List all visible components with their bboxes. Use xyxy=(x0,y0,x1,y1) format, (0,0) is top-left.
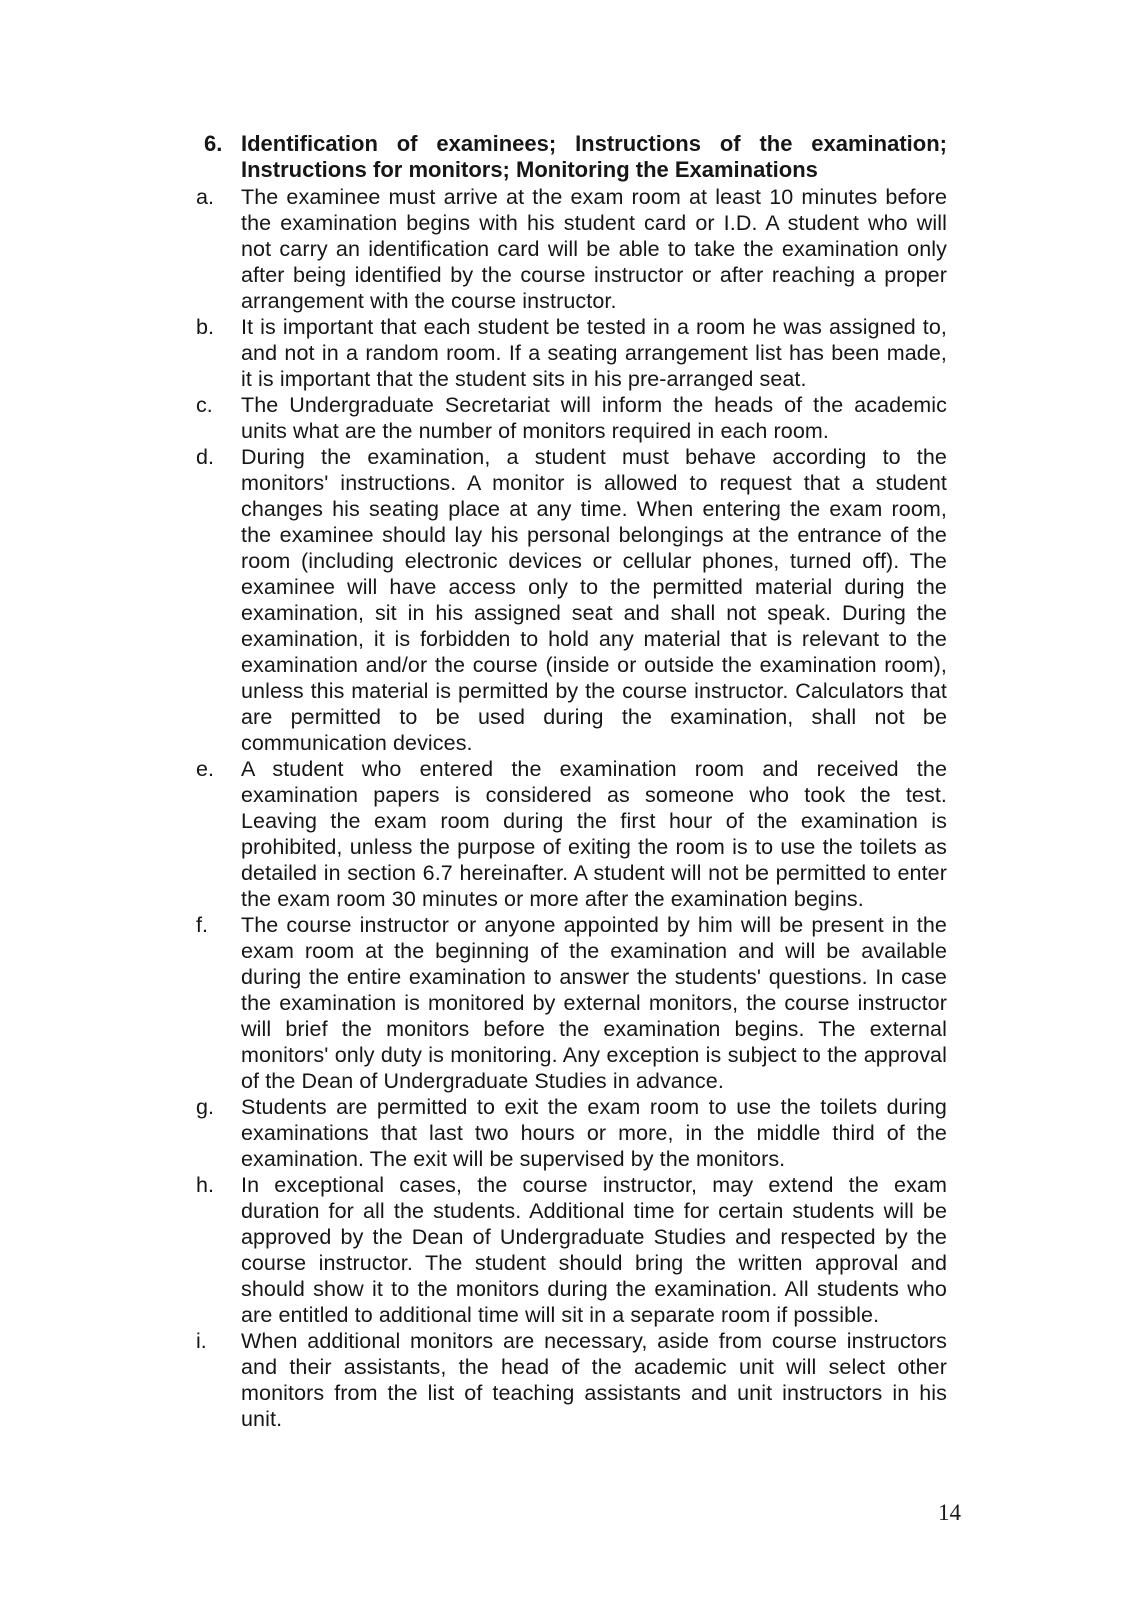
list-item-label: c. xyxy=(196,393,213,417)
list-item-text: The course instructor or anyone appointed by him will be present in the exam room at the beginning of the examination and will be available during the entire examination to answer the students' questions. In case the examination is monitored by external monitors, the course instructor will brief the monitors before the examination begins. The external monitors' only duty is monitoring. Any exception is subject to the approval of the Dean of Undergraduate Studies in advance. xyxy=(241,913,947,1093)
list-item-h xyxy=(196,1172,947,1328)
list-item-i xyxy=(196,1328,947,1432)
list-item-text: When additional monitors are necessary, aside from course instructors and their assistants, the head of the academic unit will select other monitors from the list of teaching assistants and unit instructors in his unit. xyxy=(241,1329,947,1431)
section-number: 6. xyxy=(204,131,223,156)
list-item-label: i. xyxy=(196,1329,207,1353)
page-number: 14 xyxy=(938,1500,961,1525)
list-item-e xyxy=(196,756,947,912)
list-item-text: A student who entered the examination room and received the examination papers is considered as someone who took the test. Leaving the exam room during the first hour of the examination is prohibited, unless the purpose of exiting the room is to use the toilets as detailed in section 6.7 hereinafter. A student will not be permitted to enter the exam room 30 minutes or more after the examination begins. xyxy=(241,757,947,911)
list-item-text: During the examination, a student must behave according to the monitors' instructions. A monitor is allowed to request that a student changes his seating place at any time. When entering the exam room, the examinee should lay his personal belongings at the entrance of the room (including electronic devices or cellular phones, turned off). The examinee will have access only to the permitted material during the examination, sit in his assigned seat and shall not speak. During the examination, it is forbidden to hold any material that is relevant to the examination and/or the course (inside or outside the examination room), unless this material is permitted by the course instructor. Calculators that are permitted to be used during the examination, shall not be communication devices. xyxy=(241,445,947,755)
list-item-g xyxy=(196,1094,947,1172)
document-body xyxy=(196,131,947,1432)
list-item-f xyxy=(196,912,947,1094)
list-item-label: b. xyxy=(196,315,214,339)
list-item-label: d. xyxy=(196,445,214,469)
list-item-text: The Undergraduate Secretariat will inform the heads of the academic units what are the number of monitors required in each room. xyxy=(241,393,947,443)
section-title: Identification of examinees; Instructions of the examination; Instructions for monitors; Monitoring the Examinations xyxy=(241,131,947,182)
list-item-text: Students are permitted to exit the exam room to use the toilets during examinations that last two hours or more, in the middle third of the examination. The exit will be supervised by the monitors. xyxy=(241,1095,947,1171)
list-item-label: g. xyxy=(196,1095,214,1119)
list-item-text: In exceptional cases, the course instructor, may extend the exam duration for all the students. Additional time for certain students will be approved by the Dean of Undergraduate Studies and respected by the course instructor. The student should bring the written approval and should show it to the monitors during the examination. All students who are entitled to additional time will sit in a separate room if possible. xyxy=(241,1173,947,1327)
list-item-text: It is important that each student be tested in a room he was assigned to, and not in a random room. If a seating arrangement list has been made, it is important that the student sits in his pre-arranged seat. xyxy=(241,315,947,391)
list-item-label: h. xyxy=(196,1173,214,1197)
list-item-label: a. xyxy=(196,185,214,209)
list-item-text: The examinee must arrive at the exam room at least 10 minutes before the examination begins with his student card or I.D. A student who will not carry an identification card will be able to take the examination only after being identified by the course instructor or after reaching a proper arrangement with the course instructor. xyxy=(241,185,947,313)
section-heading xyxy=(196,131,947,183)
list-item-a xyxy=(196,184,947,314)
list-item-b xyxy=(196,314,947,392)
list-item-c xyxy=(196,392,947,444)
list-item-label: e. xyxy=(196,757,214,781)
list-item-label: f. xyxy=(196,913,208,937)
list-item-d xyxy=(196,444,947,756)
